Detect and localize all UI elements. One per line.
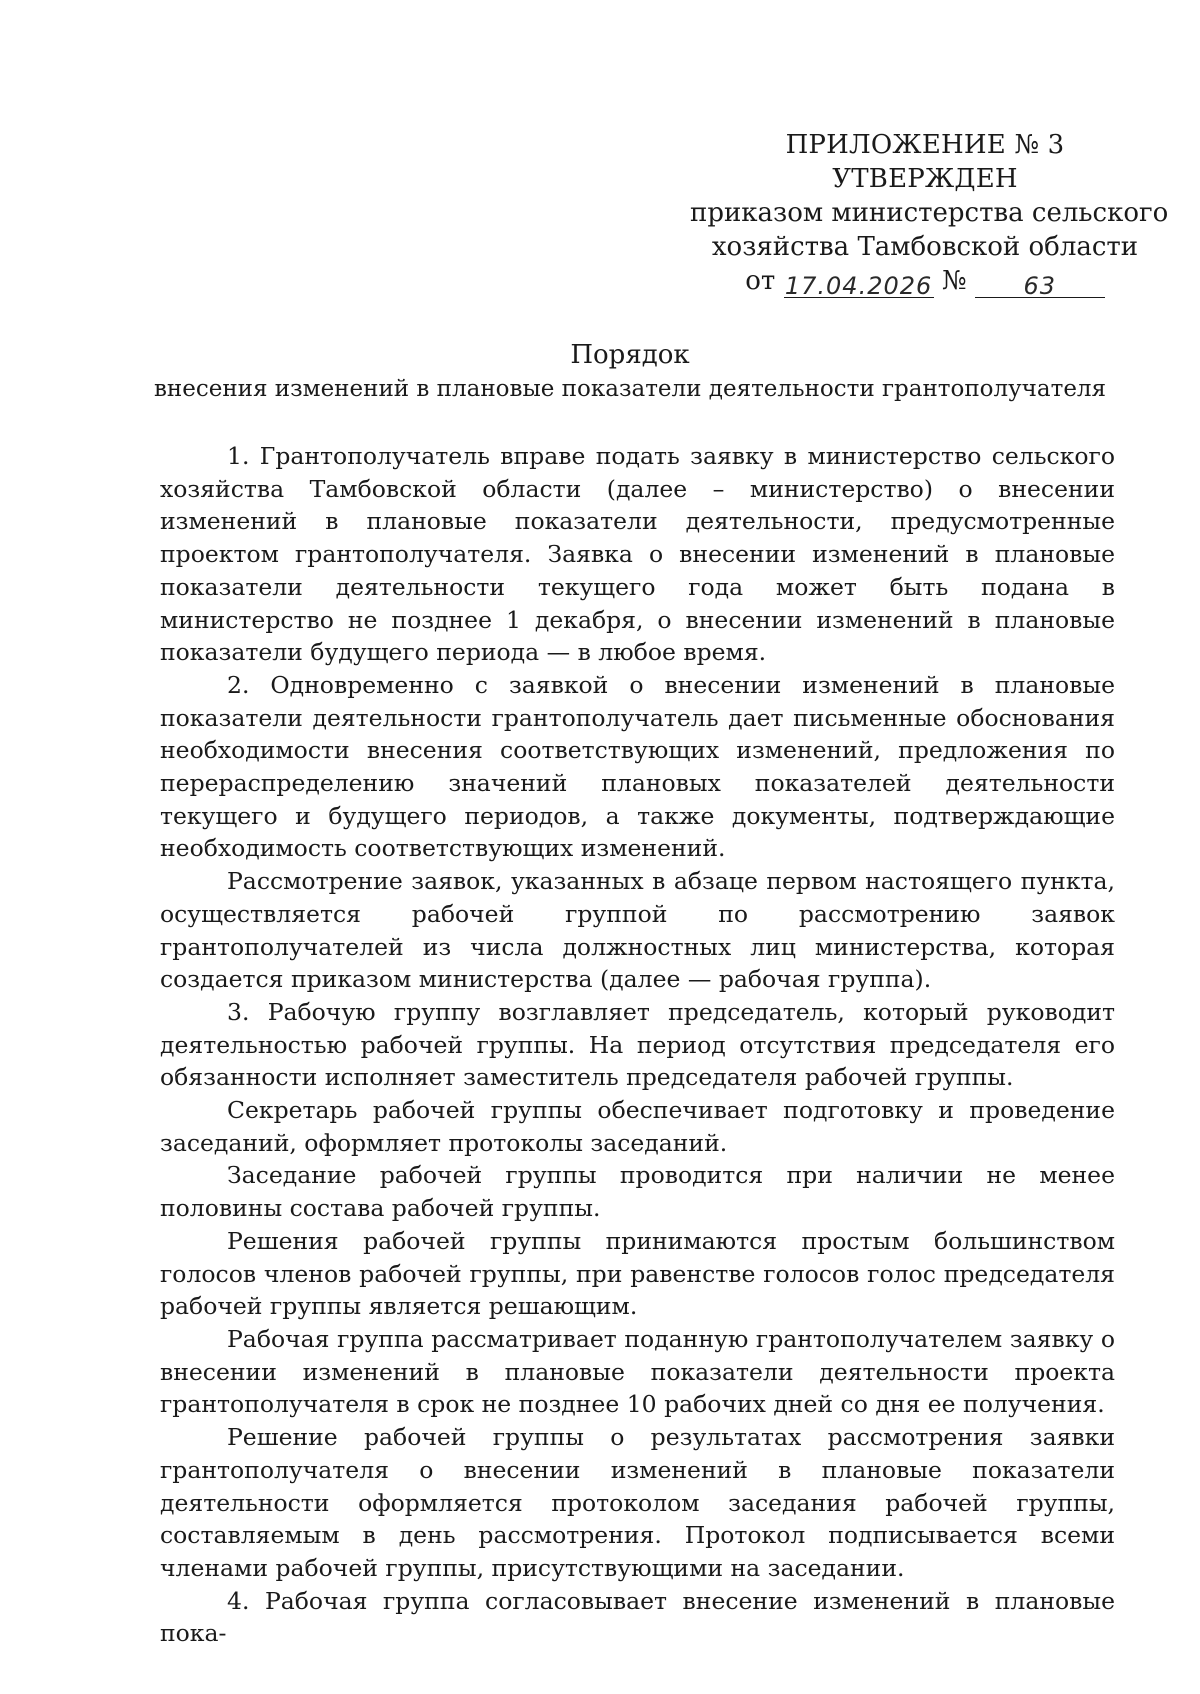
approval-date-number-line: [690, 264, 1160, 298]
approved-label: УТВЕРЖДЕН: [832, 164, 1018, 194]
paragraph-3-quorum: Заседание рабочей группы проводится при наличии не менее половины состава рабочей группы.: [160, 1161, 1115, 1223]
document-subtitle: внесения изменений в плановые показатели деятельности грантополучателя: [153, 376, 1107, 402]
paragraph-3-secretary: Секретарь рабочей группы обеспечивает подготовку и проведение заседаний, оформляет протоколы заседаний.: [160, 1096, 1115, 1157]
paragraph-3-review-term: Рабочая группа рассматривает поданную грантополучателем заявку о внесении изменений в плановые показатели деятельности проекта грантополучателя в срок не позднее 10 рабочих дней со дня ее получения.: [160, 1324, 1115, 1419]
paragraph-4: 4. Рабочая группа согласовывает внесение изменений в плановые пока-: [160, 1586, 1115, 1648]
number-field: [975, 267, 1105, 298]
date-field: [784, 267, 934, 298]
paragraph-1: 1. Грантополучатель вправе подать заявку в министерство сельского хозяйства Тамбовской области (далее – министерство) о внесении изменений в плановые показатели деятельности, предусмотренные проектом грантополучателя. Заявка о внесении изменений в плановые показатели деятельности текущего года может быть подана в министерство не позднее 1 декабря, о внесении изменений в плановые показатели будущего периода — в любое время.: [160, 442, 1115, 667]
paragraph-2-review: Рассмотрение заявок, указанных в абзаце первом настоящего пункта, осуществляется рабочей группой по рассмотрению заявок грантополучателей из числа должностных лиц министерства, которая создается приказом министерства (далее — рабочая группа).: [160, 867, 1115, 994]
document-title-block: [150, 338, 1110, 406]
paragraph-3: 3. Рабочую группу возглавляет председатель, который руководит деятельностью рабочей группы. На период отсутствия председателя его обязанности исполняет заместитель председателя рабочей группы.: [160, 997, 1115, 1092]
from-prefix: от: [745, 266, 776, 296]
document-title: Порядок: [570, 340, 690, 370]
approval-order-line-1: приказом министерства сельского: [690, 198, 1169, 228]
approval-stamp-block: [690, 128, 1169, 300]
paragraph-3-protocol: Решение рабочей группы о результатах рассмотрения заявки грантополучателя о внесении изменений в плановые показатели деятельности оформляется протоколом заседания рабочей группы, составляемым в день рассмотрения. Протокол подписывается всеми членами рабочей группы, присутствующими на заседании.: [160, 1423, 1115, 1582]
handwritten-date: 17.04.2026: [784, 272, 933, 300]
number-sign: №: [941, 266, 967, 296]
approval-order-line-2: хозяйства Тамбовской области: [711, 232, 1139, 262]
document-body: [160, 440, 1115, 1650]
paragraph-2: 2. Одновременно с заявкой о внесении изменений в плановые показатели деятельности грантополучатель дает письменные обоснования необходимости внесения соответствующих изменений, предложения по перераспределению значений плановых показателей деятельности текущего и будущего периодов, а также документы, подтверждающие необходимость соответствующих изменений.: [160, 670, 1115, 863]
handwritten-number: 63: [1023, 272, 1056, 300]
appendix-number: ПРИЛОЖЕНИЕ № 3: [785, 130, 1065, 160]
paragraph-3-decisions: Решения рабочей группы принимаются простым большинством голосов членов рабочей группы, при равенстве голосов голос председателя рабочей группы является решающим.: [160, 1226, 1115, 1321]
